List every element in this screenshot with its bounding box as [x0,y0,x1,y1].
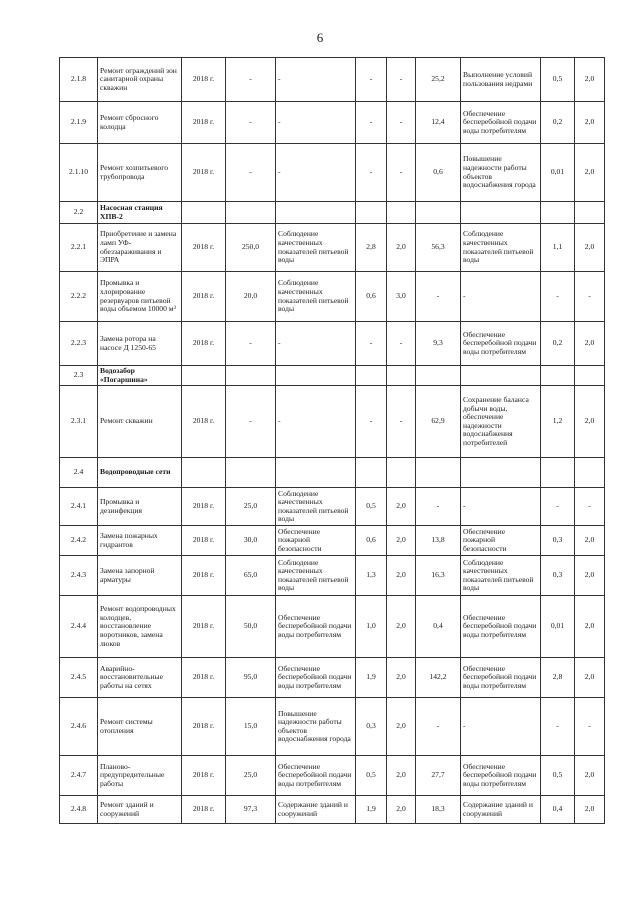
row-num-1: 0,6 [356,526,387,556]
row-number: 2.4.5 [60,658,98,698]
row-num-2: 2,0 [387,488,416,526]
row-num-3: 0,01 [541,596,575,658]
row-number: 2.3 [60,366,98,386]
table-row [60,796,605,824]
row-year: 2018 г. [182,658,226,698]
row-num-2: 2,0 [387,658,416,698]
row-num-3 [541,366,575,386]
row-value-2 [416,202,461,224]
row-value-2: 0,4 [416,596,461,658]
row-goal-2 [461,458,541,488]
row-num-1 [356,458,387,488]
row-value-2: - [416,272,461,322]
row-number: 2.4.2 [60,526,98,556]
row-goal-1 [276,366,356,386]
row-year: 2018 г. [182,698,226,756]
table-row [60,658,605,698]
row-num-3: - [541,272,575,322]
row-num-1: 0,6 [356,272,387,322]
row-num-4: 2,0 [575,556,605,596]
row-num-4 [575,366,605,386]
row-num-2 [387,366,416,386]
row-num-4: - [575,272,605,322]
row-goal-1 [276,458,356,488]
row-num-4: 2,0 [575,756,605,796]
row-num-4: 2,0 [575,596,605,658]
row-num-1: - [356,322,387,366]
row-goal-1: Соблюдение качественных показателей питьевой воды [276,272,356,322]
row-value-1: - [226,144,276,202]
row-number: 2.4.6 [60,698,98,756]
row-name: Ремонт скважин [98,386,182,458]
row-num-3 [541,458,575,488]
row-goal-2: - [461,272,541,322]
row-name: Водопроводные сети [98,458,182,488]
row-goal-2: Повышение надежности работы объектов водоснабжения города [461,144,541,202]
row-value-2 [416,366,461,386]
activities-table [59,57,605,824]
row-value-1: 15,0 [226,698,276,756]
row-num-2: 3,0 [387,272,416,322]
row-num-4: 2,0 [575,58,605,102]
row-value-1: 30,0 [226,526,276,556]
row-number: 2.4.4 [60,596,98,658]
row-value-2: 0,6 [416,144,461,202]
row-value-1: 97,3 [226,796,276,824]
row-goal-2: Обеспечение бесперебойной подачи воды потребителям [461,756,541,796]
row-num-3: 0,2 [541,322,575,366]
row-number: 2.4.8 [60,796,98,824]
table-row [60,272,605,322]
row-value-2: 18,3 [416,796,461,824]
row-num-3: 0,2 [541,102,575,144]
row-name: Ремонт системы отопления [98,698,182,756]
row-num-1: 0,5 [356,756,387,796]
row-year: 2018 г. [182,596,226,658]
table-row [60,386,605,458]
row-value-1: 25,0 [226,488,276,526]
row-num-1: 1,9 [356,796,387,824]
row-year: 2018 г. [182,224,226,272]
row-name: Ремонт хозпитьевого трубопровода [98,144,182,202]
row-value-1 [226,458,276,488]
row-goal-2: Выполнение условий пользования недрами [461,58,541,102]
row-num-2: - [387,58,416,102]
row-goal-1 [276,202,356,224]
row-num-1: - [356,144,387,202]
row-value-1: 25,0 [226,756,276,796]
row-value-2: 27,7 [416,756,461,796]
row-num-2: - [387,322,416,366]
row-value-1 [226,202,276,224]
row-number: 2.4.3 [60,556,98,596]
row-goal-1: Обеспечение бесперебойной подачи воды потребителям [276,596,356,658]
row-num-3: 0,4 [541,796,575,824]
row-goal-2: Соблюдение качественных показателей питьевой воды [461,556,541,596]
row-num-4: 2,0 [575,526,605,556]
row-num-3: 0,3 [541,526,575,556]
row-num-1: 0,5 [356,488,387,526]
row-value-2: - [416,698,461,756]
row-num-4 [575,202,605,224]
table-row [60,58,605,102]
row-value-2: 16,3 [416,556,461,596]
row-value-1: - [226,58,276,102]
row-name: Приобретение и замена ламп УФ-обеззараживания и ЭПРА [98,224,182,272]
row-num-2: 2,0 [387,556,416,596]
row-goal-2: - [461,488,541,526]
row-value-1: 20,0 [226,272,276,322]
row-year [182,366,226,386]
table-row [60,526,605,556]
row-value-1: - [226,386,276,458]
row-number: 2.1.9 [60,102,98,144]
row-name: Замена пожарных гидрантов [98,526,182,556]
row-year: 2018 г. [182,386,226,458]
row-year: 2018 г. [182,144,226,202]
row-num-4: 2,0 [575,658,605,698]
row-year: 2018 г. [182,102,226,144]
row-goal-2 [461,366,541,386]
row-goal-2: Сохранение баланса добычи воды, обеспечение надежности водоснабжения потребителей [461,386,541,458]
row-num-2: 2,0 [387,698,416,756]
row-number: 2.2.2 [60,272,98,322]
table-row [60,756,605,796]
row-number: 2.2.3 [60,322,98,366]
row-num-3: 2,8 [541,658,575,698]
row-num-1: - [356,58,387,102]
row-goal-2: Соблюдение качественных показателей питьевой воды [461,224,541,272]
row-number: 2.2 [60,202,98,224]
row-num-3 [541,202,575,224]
row-goal-1: Соблюдение качественных показателей питьевой воды [276,556,356,596]
row-number: 2.4 [60,458,98,488]
row-name: Промывка и дезинфекция [98,488,182,526]
table-row [60,224,605,272]
row-year: 2018 г. [182,488,226,526]
row-num-4: 2,0 [575,144,605,202]
row-goal-2: Содержание зданий и сооружений [461,796,541,824]
row-name: Замена запорной арматуры [98,556,182,596]
row-number: 2.4.7 [60,756,98,796]
row-num-2: - [387,144,416,202]
row-goal-1: Обеспечение бесперебойной подачи воды потребителям [276,756,356,796]
row-num-4: 2,0 [575,322,605,366]
row-value-1: 95,0 [226,658,276,698]
row-number: 2.2.1 [60,224,98,272]
section-row [60,458,605,488]
table-row [60,322,605,366]
table-row [60,698,605,756]
row-num-3: - [541,488,575,526]
row-num-4: 2,0 [575,102,605,144]
row-name: Ремонт ограждений зон санитарной охраны скважин [98,58,182,102]
row-year: 2018 г. [182,322,226,366]
row-num-2: - [387,386,416,458]
row-name: Ремонт сбросного колодца [98,102,182,144]
row-goal-2: Обеспечение бесперебойной подачи воды потребителям [461,322,541,366]
row-num-2: 2,0 [387,526,416,556]
row-name: Замена ротора на насосе Д 1250-65 [98,322,182,366]
row-goal-1: - [276,322,356,366]
row-name: Водозабор «Погаршина» [98,366,182,386]
row-goal-2 [461,202,541,224]
table-row [60,556,605,596]
row-year: 2018 г. [182,526,226,556]
row-num-1 [356,202,387,224]
row-num-4: - [575,488,605,526]
row-number: 2.1.10 [60,144,98,202]
row-num-1 [356,366,387,386]
row-num-4: 2,0 [575,796,605,824]
row-num-1: 1,3 [356,556,387,596]
row-goal-1: Обеспечение бесперебойной подачи воды потребителям [276,658,356,698]
row-num-2: 2,0 [387,796,416,824]
row-goal-1: Повышение надежности работы объектов водоснабжения города [276,698,356,756]
row-goal-1: Соблюдение качественных показателей питьевой воды [276,488,356,526]
table-row [60,102,605,144]
row-value-1: - [226,322,276,366]
page-number: 6 [316,30,324,45]
row-name: Ремонт зданий и сооружений [98,796,182,824]
row-goal-1: - [276,102,356,144]
row-goal-1: Обеспечение пожарной безопасности [276,526,356,556]
row-goal-2: Обеспечение бесперебойной подачи воды потребителям [461,596,541,658]
row-value-2: - [416,488,461,526]
row-year: 2018 г. [182,556,226,596]
row-value-2: 9,3 [416,322,461,366]
row-year: 2018 г. [182,796,226,824]
section-row [60,202,605,224]
row-goal-1: Соблюдение качественных показателей питьевой воды [276,224,356,272]
table-row [60,488,605,526]
row-value-2: 56,3 [416,224,461,272]
row-name: Насосная станция ХПВ-2 [98,202,182,224]
row-num-1: - [356,102,387,144]
row-year: 2018 г. [182,58,226,102]
row-number: 2.4.1 [60,488,98,526]
row-goal-1: Содержание зданий и сооружений [276,796,356,824]
row-number: 2.1.8 [60,58,98,102]
row-goal-1: - [276,386,356,458]
row-value-2: 25,2 [416,58,461,102]
row-goal-2: Обеспечение бесперебойной подачи воды потребителям [461,658,541,698]
row-year [182,458,226,488]
row-value-2 [416,458,461,488]
row-num-4: - [575,698,605,756]
row-value-1: - [226,102,276,144]
row-year: 2018 г. [182,272,226,322]
row-name: Планово-предупредительные работы [98,756,182,796]
row-goal-1: - [276,58,356,102]
row-num-3: 0,5 [541,756,575,796]
table-row [60,596,605,658]
row-value-2: 12,4 [416,102,461,144]
row-num-2 [387,458,416,488]
row-value-1: 250,0 [226,224,276,272]
row-num-3: 0,01 [541,144,575,202]
row-value-1: 50,0 [226,596,276,658]
row-num-2: 2,0 [387,596,416,658]
row-value-1: 65,0 [226,556,276,596]
section-row [60,366,605,386]
row-name: Аварийно-восстановительные работы на сетях [98,658,182,698]
row-goal-2: - [461,698,541,756]
row-num-2: 2,0 [387,224,416,272]
row-num-4 [575,458,605,488]
row-num-2: 2,0 [387,756,416,796]
row-num-4: 2,0 [575,224,605,272]
row-number: 2.3.1 [60,386,98,458]
row-goal-2: Обеспечение пожарной безопасности [461,526,541,556]
row-num-1: 1,9 [356,658,387,698]
row-year: 2018 г. [182,756,226,796]
row-value-1 [226,366,276,386]
row-name: Промывка и хлорирование резервуаров питьевой воды объемом 10000 м³ [98,272,182,322]
row-num-1: 0,3 [356,698,387,756]
row-value-2: 13,8 [416,526,461,556]
row-value-2: 142,2 [416,658,461,698]
row-goal-2: Обеспечение бесперебойной подачи воды потребителям [461,102,541,144]
row-name: Ремонт водопроводных колодцев, восстановление воротников, замена люков [98,596,182,658]
row-year [182,202,226,224]
row-goal-1: - [276,144,356,202]
row-num-1: 2,8 [356,224,387,272]
row-num-3: - [541,698,575,756]
row-num-3: 1,1 [541,224,575,272]
row-num-3: 0,5 [541,58,575,102]
row-num-3: 0,3 [541,556,575,596]
table-row [60,144,605,202]
row-num-1: 1,0 [356,596,387,658]
row-num-4: 2,0 [575,386,605,458]
row-value-2: 62,9 [416,386,461,458]
row-num-2 [387,202,416,224]
row-num-2: - [387,102,416,144]
row-num-1: - [356,386,387,458]
row-num-3: 1,2 [541,386,575,458]
